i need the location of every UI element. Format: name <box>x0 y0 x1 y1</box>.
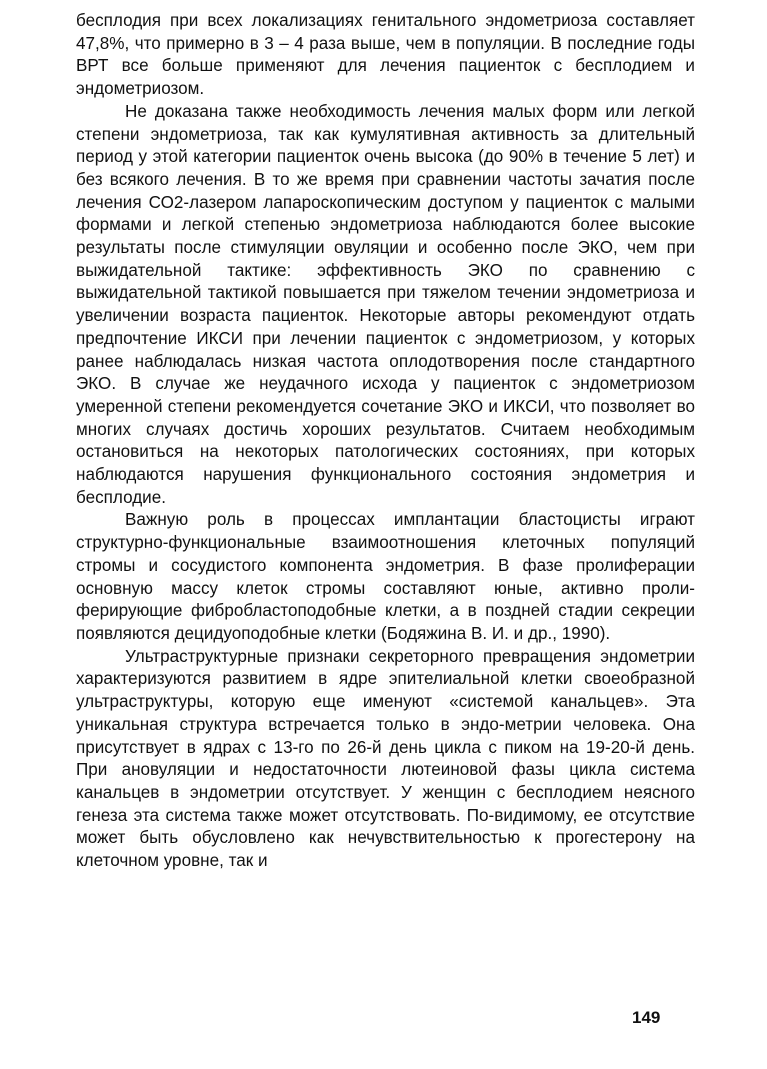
paragraph-1: бесплодия при всех локализациях генитального эндометриоза составляет 47,8%, что примерно в 3 – 4 раза выше, чем в популяции. В последние годы ВРТ все больше применяют для лечения пациенток с бесплодием и эндометриозом. <box>76 11 695 99</box>
paragraph-3: Важную роль в процессах имплантации бластоцисты играют структурно-функциональные взаимоотношения клеточных популяций стромы и сосудистого компонента эндометрия. В фазе пролиферации основную массу клеток стромы составляют юные, активно проли-ферирующие фибробластоподобные клетки, а в поздней стадии секреции появляются децидуоподобные клетки (Бодяжина В. И. и др., 1990). <box>76 510 695 643</box>
paragraph-4: Ультраструктурные признаки секреторного превращения эндометрии характеризуются развитием в ядре эпителиальной клетки своеобразной ультраструктуры, которую еще именуют «системой канальцев». Эта уникальная структура встречается только в эндо-метрии человека. Она присутствует в ядрах с 13-го по 26-й день цикла с пиком на 19-20-й день. При ановуляции и недостаточности лютеиновой фазы цикла система канальцев в эндометрии отсутствует. У женщин с бесплодием неясного генеза эта система также может отсутствовать. По-видимому, ее отсутствие может быть обусловлено как нечувствительностью к прогестерону на клеточном уровне, так и <box>76 646 695 871</box>
page-body <box>76 10 695 873</box>
page-number: 149 <box>632 1008 661 1027</box>
paragraph-2: Не доказана также необходимость лечения малых форм или легкой степени эндометриоза, так как кумулятивная активность за длительный период у этой категории пациенток очень высока (до 90% в течение 5 лет) и без всякого лечения. В то же время при сравнении частоты зачатия после лечения СО2-лазером лапароскопическим доступом у пациенток с малыми формами и легкой степенью эндометриоза наблюдаются более высокие результаты после стимуляции овуляции и особенно после ЭКО, чем при выжидательной тактике: эффективность ЭКО по сравнению с выжидательной тактикой повышается при тяжелом течении эндометриоза и увеличении возраста пациенток. Некоторые авторы рекомендуют отдать предпочтение ИКСИ при лечении пациенток с эндометриозом, у которых ранее наблюдалась низкая частота оплодотворения после стандартного ЭКО. В случае же неудачного исхода у пациенток с эндометриозом умеренной степени рекомендуется сочетание ЭКО и ИКСИ, что позволяет во многих случаях достичь хороших результатов. Считаем необходимым остановиться на некоторых патологических состояниях, при которых наблюдаются нарушения функционального состояния эндометрия и бесплодие. <box>76 101 695 507</box>
